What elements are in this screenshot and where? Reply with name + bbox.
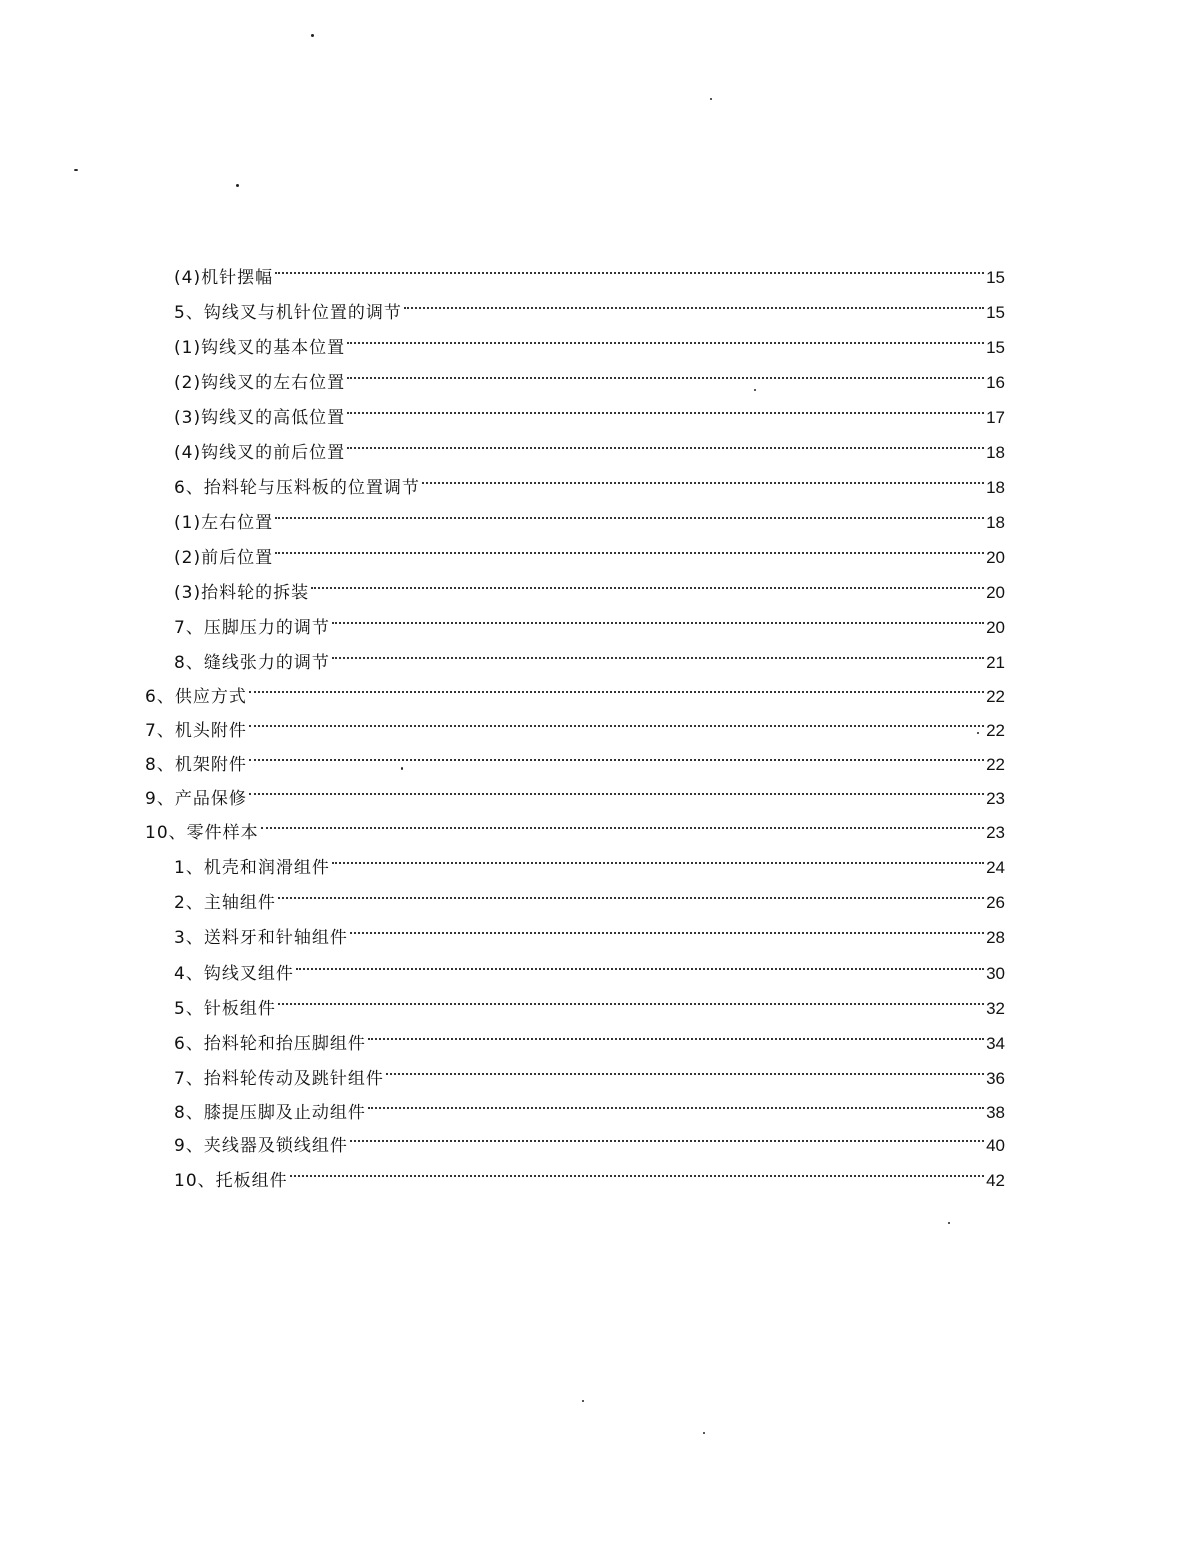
dot-leader: [249, 706, 984, 736]
dot-leader: [404, 288, 984, 318]
toc-entry-title: 5、针板组件: [174, 999, 276, 1019]
toc-entry-page: 17: [986, 408, 1005, 427]
dot-leader: [350, 913, 984, 943]
toc-entry: [174, 603, 1005, 638]
toc-entry-title: (1)钩线叉的基本位置: [174, 338, 346, 358]
toc-entry-page: 16: [986, 373, 1005, 392]
toc-entry-page: 32: [986, 999, 1005, 1018]
dot-leader: [347, 393, 984, 423]
dot-leader: [347, 323, 984, 353]
toc-entry: [174, 358, 1005, 393]
toc-entry-page: 30: [986, 964, 1005, 983]
toc-entry-page: 15: [986, 303, 1005, 322]
toc-entry-page: 26: [986, 893, 1005, 912]
dot-leader: [386, 1054, 984, 1084]
scan-speck: [401, 767, 403, 770]
toc-entry-title: (2)前后位置: [174, 548, 274, 568]
toc-entry-title: 2、主轴组件: [174, 893, 276, 913]
toc-entry-title: 9、夹线器及锁线组件: [174, 1136, 348, 1156]
toc-entry: [174, 253, 1005, 288]
toc-entry-page: 18: [986, 478, 1005, 497]
toc-entry: [145, 808, 1005, 843]
toc-entry-page: 38: [986, 1103, 1005, 1122]
toc-entry-page: 15: [986, 338, 1005, 357]
dot-leader: [332, 603, 984, 633]
toc-entry: [145, 672, 1005, 707]
scan-speck: [754, 389, 756, 391]
scan-speck: [236, 184, 239, 187]
dot-leader: [275, 498, 984, 528]
toc-entry-title: 4、钩线叉组件: [174, 964, 294, 984]
dot-leader: [261, 808, 984, 838]
toc-entry: [145, 706, 1005, 741]
toc-entry: [174, 1156, 1005, 1191]
toc-entry: [174, 1121, 1005, 1156]
toc-entry: [174, 428, 1005, 463]
toc-entry-title: (3)钩线叉的高低位置: [174, 408, 346, 428]
toc-entry-title: 10、零件样本: [145, 823, 259, 843]
dot-leader: [278, 878, 984, 908]
dot-leader: [311, 568, 984, 598]
dot-leader: [278, 984, 984, 1014]
toc-entry: [145, 740, 1005, 775]
toc-entry: [174, 1019, 1005, 1054]
scan-speck: [582, 1400, 584, 1402]
dot-leader: [296, 949, 984, 979]
dot-leader: [332, 843, 984, 873]
toc-entry: [174, 568, 1005, 603]
toc-entry-title: 8、机架附件: [145, 755, 247, 775]
toc-entry-page: 40: [986, 1136, 1005, 1155]
toc-entry: [174, 949, 1005, 984]
toc-entry-page: 20: [986, 583, 1005, 602]
dot-leader: [347, 358, 984, 388]
toc-entry-page: 18: [986, 443, 1005, 462]
toc-entry-title: 10、托板组件: [174, 1171, 288, 1191]
toc-entry: [174, 1054, 1005, 1089]
scan-speck: [710, 98, 712, 100]
toc-entry-page: 28: [986, 928, 1005, 947]
toc-entry-title: 7、压脚压力的调节: [174, 618, 330, 638]
toc-entry-page: 22: [986, 755, 1005, 774]
toc-entry-page: 24: [986, 858, 1005, 877]
scan-speck: [703, 1432, 705, 1434]
toc-entry-page: 18: [986, 513, 1005, 532]
toc-entry-title: 9、产品保修: [145, 789, 247, 809]
toc-entry-page: 23: [986, 823, 1005, 842]
dot-leader: [275, 253, 984, 283]
toc-entry-page: 22: [986, 687, 1005, 706]
toc-entry-title: 6、供应方式: [145, 687, 247, 707]
scan-speck: [74, 169, 78, 171]
toc-entry: [174, 498, 1005, 533]
toc-entry-page: 23: [986, 789, 1005, 808]
toc-entry: [174, 463, 1005, 498]
toc-entry-title: (3)抬料轮的拆装: [174, 583, 310, 603]
dot-leader: [249, 774, 984, 804]
toc-entry-title: 1、机壳和润滑组件: [174, 858, 330, 878]
dot-leader: [332, 638, 984, 668]
toc-entry-title: 7、机头附件: [145, 721, 247, 741]
toc-entry-title: (4)钩线叉的前后位置: [174, 443, 346, 463]
toc-entry-title: (1)左右位置: [174, 513, 274, 533]
toc-entry-title: 6、抬料轮和抬压脚组件: [174, 1034, 366, 1054]
toc-entry-title: (4)机针摆幅: [174, 268, 274, 288]
toc-entry-page: 42: [986, 1171, 1005, 1190]
toc-entry-page: 20: [986, 618, 1005, 637]
toc-entry: [174, 913, 1005, 948]
dot-leader: [249, 672, 984, 702]
scan-speck: [311, 34, 314, 37]
toc-entry-title: (2)钩线叉的左右位置: [174, 373, 346, 393]
toc-entry: [174, 984, 1005, 1019]
toc-entry-page: 36: [986, 1069, 1005, 1088]
toc-entry-title: 5、钩线叉与机针位置的调节: [174, 303, 402, 323]
toc-entry-page: 21: [986, 653, 1005, 672]
dot-leader: [275, 533, 984, 563]
dot-leader: [290, 1156, 984, 1186]
toc-entry: [174, 393, 1005, 428]
toc-entry: [174, 288, 1005, 323]
dot-leader: [422, 463, 984, 493]
toc-entry-page: 34: [986, 1034, 1005, 1053]
scan-speck: [977, 732, 979, 734]
toc-entry-title: 8、膝提压脚及止动组件: [174, 1103, 366, 1123]
toc-entry: [174, 1088, 1005, 1123]
dot-leader: [368, 1019, 984, 1049]
toc-entry: [174, 843, 1005, 878]
scan-speck: [948, 1222, 950, 1224]
dot-leader: [350, 1121, 984, 1151]
toc-entry-title: 6、抬料轮与压料板的位置调节: [174, 478, 420, 498]
toc-entry: [174, 638, 1005, 673]
toc-entry-title: 3、送料牙和针轴组件: [174, 928, 348, 948]
toc-entry-page: 22: [986, 721, 1005, 740]
toc-entry-title: 7、抬料轮传动及跳针组件: [174, 1069, 384, 1089]
dot-leader: [347, 428, 984, 458]
toc-entry: [174, 878, 1005, 913]
toc-entry: [174, 533, 1005, 568]
dot-leader: [249, 740, 984, 770]
toc-entry: [174, 323, 1005, 358]
toc-entry-title: 8、缝线张力的调节: [174, 653, 330, 673]
toc-entry-page: 20: [986, 548, 1005, 567]
toc-entry-page: 15: [986, 268, 1005, 287]
dot-leader: [368, 1088, 984, 1118]
toc-entry: [145, 774, 1005, 809]
